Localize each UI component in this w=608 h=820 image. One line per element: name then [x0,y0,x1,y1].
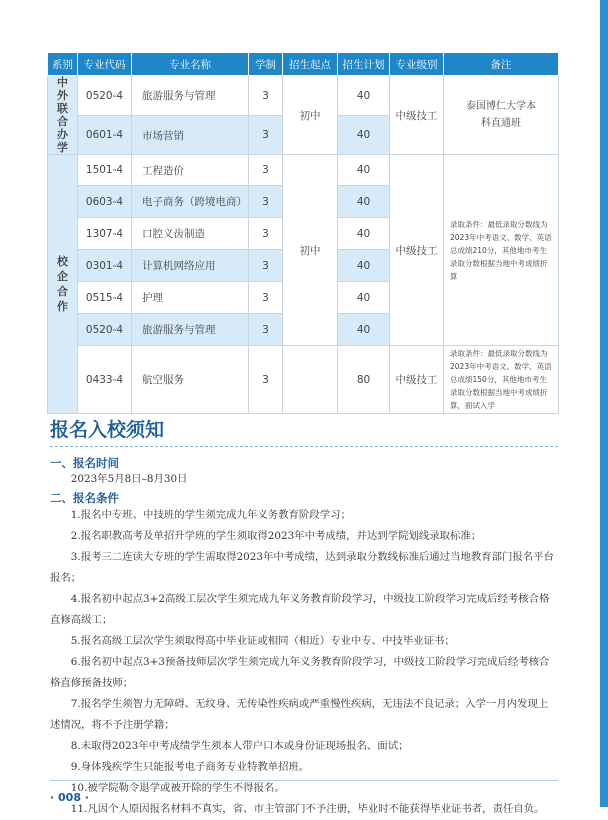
group-cell: 校企合作 [48,155,78,414]
edge-color-bar [600,0,608,807]
plan-cell: 40 [338,186,390,218]
major-name-cell: 口腔义齿制造 [132,218,249,250]
note-cell: 泰国博仁大学本科直通班 [444,76,559,155]
list-item: 11.凡因个人原因报名材料不真实，省、市主管部门不予注册，毕业时不能获得毕业证书者，责任自负。 [70,803,545,815]
table-row [48,346,559,414]
years-cell: 3 [249,218,283,250]
years-cell: 3 [249,314,283,346]
list-item: 3.报考三二连读大专班的学生需取得2023年中考成绩，达到录取分数线标准后通过当地教育部门报名平台报名； [50,551,554,584]
group-cell: 中外联合办学 [48,76,78,155]
code-cell: 1307-4 [78,218,132,250]
col-header: 招生计划 [338,53,390,76]
plan-cell: 40 [338,250,390,282]
col-header: 学制 [249,53,283,76]
plan-cell: 40 [338,155,390,186]
list-item: 4.报名初中起点3+2高级工层次学生须完成九年义务教育阶段学习，中级技工阶段学习完成后经考核合格直修高级工； [50,593,550,626]
plan-cell: 40 [338,218,390,250]
plan-cell: 40 [338,76,390,116]
note-cell: 录取条件：最低录取分数线为2023年中考语文、数学、英语总成绩210分，其他地市考生录取分数根据当地中考成绩折算 [444,155,559,346]
note-cell: 录取条件：最低录取分数线为2023年中考语文、数学、英语总成绩150分，其他地市考生录取分数根据当地中考成绩折算，面试入学 [444,346,559,414]
major-name-cell: 计算机网络应用 [132,250,249,282]
major-name-cell: 电子商务（跨境电商） [132,186,249,218]
level-cell: 中级技工 [390,155,444,346]
years-cell: 3 [249,282,283,314]
plan-cell: 40 [338,314,390,346]
enrollment-table [47,52,559,414]
sec2-title: 二、报名条件 [50,491,119,505]
plan-cell: 40 [338,282,390,314]
start-cell [283,346,338,414]
table-row [48,155,559,186]
code-cell: 1501-4 [78,155,132,186]
sec1-text: 2023年5月8日–8月30日 [70,473,188,485]
code-cell: 0515-4 [78,282,132,314]
major-name-cell: 旅游服务与管理 [132,76,249,116]
col-header: 专业名称 [132,53,249,76]
footer-divider [50,780,558,781]
years-cell: 3 [249,250,283,282]
sec2-body [50,505,558,820]
list-item: 5.报名高级工层次学生须取得高中毕业证或相同（相近）专业中专、中技毕业证书； [70,635,455,647]
list-item: 2.报名职教高考及单招升学班的学生须取得2023年中考成绩，并达到学院划线录取标准； [70,530,482,542]
code-cell: 0520-4 [78,76,132,116]
major-name-cell: 旅游服务与管理 [132,314,249,346]
years-cell: 3 [249,186,283,218]
years-cell: 3 [249,155,283,186]
code-cell: 0520-4 [78,314,132,346]
major-name-cell: 工程造价 [132,155,249,186]
years-cell: 3 [249,346,283,414]
list-item: 8.未取得2023年中考成绩学生须本人带户口本或身份证现场报名、面试； [70,740,409,752]
major-name-cell: 护理 [132,282,249,314]
col-header: 系别 [48,53,78,76]
table-row [48,76,559,116]
list-item: 7.报名学生须智力无障碍、无纹身、无传染性疾病或严重慢性疾病，无违法不良记录；入学一月内发现上述情况，将不予注册学籍； [50,698,549,731]
code-cell: 0603-4 [78,186,132,218]
col-header: 专业级别 [390,53,444,76]
table-header-row [48,53,559,76]
list-item: 9.身体残疾学生只能报考电子商务专业特教单招班。 [70,761,310,773]
section-heading: 报名入校须知 [50,419,165,441]
col-header: 招生起点 [283,53,338,76]
code-cell: 0301-4 [78,250,132,282]
plan-cell: 40 [338,116,390,155]
start-cell: 初中 [283,76,338,155]
list-item: 1.报名中专班、中技班的学生须完成九年义务教育阶段学习； [70,509,351,521]
code-cell: 0433-4 [78,346,132,414]
col-header: 备注 [444,53,559,76]
list-item: 10.被学院勒令退学或被开除的学生不得报名。 [70,782,285,794]
years-cell: 3 [249,76,283,116]
sec1-body [50,469,558,490]
plan-cell: 80 [338,346,390,414]
level-cell: 中级技工 [390,76,444,155]
col-header: 专业代码 [78,53,132,76]
major-name-cell: 市场营销 [132,116,249,155]
years-cell: 3 [249,116,283,155]
page-number: · 008 · [50,791,89,804]
sec1-title: 一、报名时间 [50,456,119,470]
level-cell: 中级技工 [390,346,444,414]
code-cell: 0601-4 [78,116,132,155]
major-name-cell: 航空服务 [132,346,249,414]
start-cell: 初中 [283,155,338,346]
heading-divider [50,446,558,447]
list-item: 6.报名初中起点3+3预备技师层次学生须完成九年义务教育阶段学习，中级技工阶段学习完成后经考核合格直修预备技师； [50,656,550,689]
